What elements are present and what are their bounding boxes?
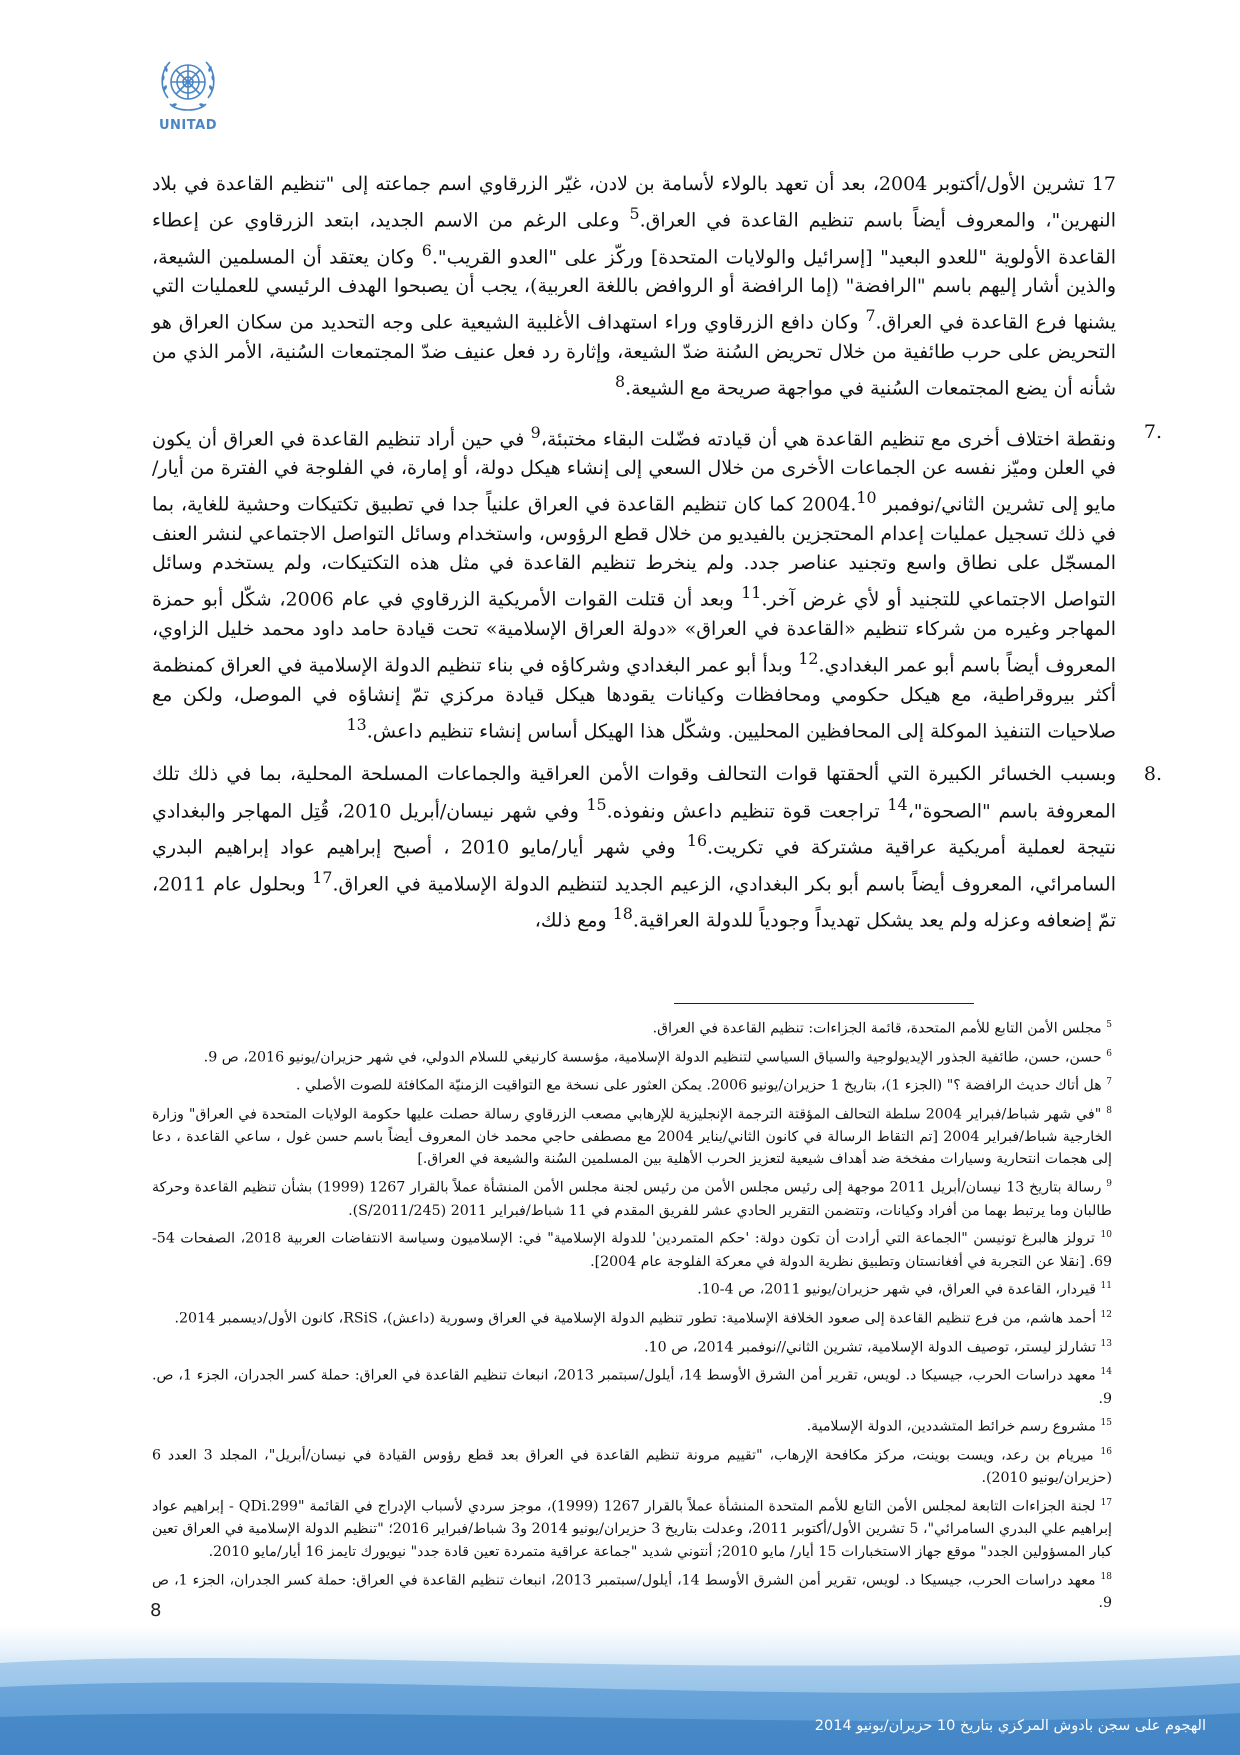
footnote [152,1224,1112,1273]
footnote-number: 10 [1100,1230,1112,1241]
footnote-ref[interactable]: 17 [312,867,333,887]
paragraph-6-continued [152,170,1116,404]
footnote-ref[interactable]: 13 [346,714,367,734]
footnote-text: مجلس الأمن التابع للأمم المتحدة، قائمة الجزاءات: تنظيم القاعدة في العراق. [652,1020,1102,1037]
footnotes [152,1014,1112,1617]
paragraph-7 [152,418,1162,747]
footnote-number: 17 [1100,1498,1113,1509]
body-text [152,170,1162,950]
page-number: 8 [150,1600,162,1621]
footnote [152,1275,1112,1301]
footnote [152,1043,1112,1069]
footnote-text: حسن، حسن، طائفية الجذور الإيديولوجية والسياق السياسي لتنظيم الدولة الإسلامية، مؤسسة كارنيغي للسلام الدولي، في شهر حزيران/يونيو 2016، ص 9. [203,1049,1102,1066]
footnote-number: 11 [1100,1281,1112,1292]
footnote-ref[interactable]: 8 [615,372,626,392]
text-run: تراجعت قوة تنظيم داعش ونفوذه. [606,799,888,822]
footnote-number: 7 [1106,1077,1112,1088]
footnote-text: معهد دراسات الحرب، جيسيكا د. لويس، تقرير أمن الشرق الأوسط 14، أيلول/سبتمبر 2013، انبعاث تنظيم القاعدة في العراق: حملة كسر الجدران، الجزء 1، ص. 9. [152,1368,1112,1407]
text-run: وفي شهر أيار/مايو 2010 ، أصبح إبراهيم عواد إبراهيم البدري السامرائي، المعروف أيضاً باسم أبو بكر البغدادي، الزعيم الجديد لتنظيم الدولة الإسلامية في العراق. [152,836,1116,895]
footnote-text: هل أتاك حديث الرافضة ؟" (الجزء 1)، بتاريخ 1 حزيران/يونيو 2006. يمكن العثور على نسخة مع التواقيت الزمنيّة المكافئة للصوت الأصلي . [295,1078,1102,1095]
footnote-number: 13 [1100,1338,1112,1349]
footnote-text: "في شهر شباط/فبراير 2004 سلطة التحالف المؤقتة الترجمة الإنجليزية للإرهابي مصعب الزرقاوي رسالة حصلت عليها حكومة الولايات المتحدة في العراق" وزارة الخارجية شباط/فبراير 2004 [تم التقاط الرسالة في كانون الثاني/يناير 2004 مع مصطفى حاجي محمد خان المعروف أيضاً باسم حسن غول ، ساعي القاعدة ، دعا إلى هجمات انتحارية وسيارات مفخخة ضد أهداف شيعية لتعزيز الحرب الأهلية بين المسلمين السُنة والشيعة في العراق.] [152,1106,1112,1168]
footer-wave-decoration [0,1625,1240,1755]
footnote-text: مشروع رسم خرائط المتشددين، الدولة الإسلامية. [806,1419,1097,1436]
footnote [152,1441,1112,1490]
footnote-ref[interactable]: 6 [421,240,432,260]
footnote-number: 6 [1106,1048,1112,1059]
footnote-ref[interactable]: 15 [586,794,607,814]
text-run: ومع ذلك، [534,909,613,932]
text-run: وبسبب الخسائر الكبيرة التي ألحقتها قوات التحالف وقوات الأمن العراقية والجماعات المسلحة المحلية، بما في ذلك تلك المعروفة باسم "الصحوة"، [152,763,1117,822]
text-run: وفي شهر نيسان/أبريل 2010، قُتِل المهاجر والبغدادي نتيجة لعملية أمريكية عراقية مشتركة في تكريت. [152,799,1117,859]
footnote [152,1173,1112,1222]
footnote-text: رسالة بتاريخ 13 نيسان/أبريل 2011 موجهة إلى رئيس مجلس الأمن من رئيس لجنة مجلس الأمن المنشأة عملاً بالقرار 1267 (1999) بشأن تنظيم القاعدة وحركة طالبان وما يرتبط بهما من أفراد وكيانات، وتتضمن التقرير الحادي عشر للفريق المقدم في 11 شباط/فبراير 2011 (S/2011/245). [152,1180,1112,1219]
text-run: كما كان تنظيم القاعدة في العراق علنياً جدا في تطبيق تكتيكات وحشية للغاية، بما في ذلك تسجيل عمليات إعدام المحتجزين بالفيديو من خلال قطع الرؤوس، واستخدام وسائل التواصل الاجتماعي لنشر العنف المسجّل على نطاق واسع وتجنيد عناصر جدد. ولم ينخرط تنظيم القاعدة في مثل هذه التكتيكات، ولم يستخدم وسائل التواصل الاجتماعي للتجنيد أو لأي غرض آخر. [152,493,1117,611]
footnote-number: 9 [1106,1179,1113,1190]
footnote-text: معهد دراسات الحرب، جيسيكا د. لويس، تقرير أمن الشرق الأوسط 14، أيلول/سبتمبر 2013، انبعاث تنظيم القاعدة في العراق: حملة كسر الجدران، الجزء 1، ص 9. [152,1572,1112,1611]
footnote-text: قيردار، القاعدة في العراق، في شهر حزيران/يونيو 2011، ص 4-10. [697,1282,1097,1299]
footnote-number: 16 [1100,1447,1112,1458]
text-run: وبدأ أبو عمر البغدادي وشركاؤه في بناء تنظيم الدولة الإسلامية في العراق كمنظمة أكثر بيروقراطية، مع هيكل حكومي ومحافظات وكيانات يقودها هيكل قيادة مركزي تمّ إنشاؤه في الموصل، ولكن مع صلاحيات التنفيذ الموكلة إلى المحافظين المحليين. وشكّل هذا الهيكل أساس إنشاء تنظيم داعش. [152,654,1116,743]
text-run: وعلى الرغم من الاسم الجديد، ابتعد الزرقاوي عن إعطاء القاعدة الأولوية "للعدو البعيد" [إسرائيل والولايات المتحدة] وركّز على "العدو القريب". [152,209,1116,269]
text-run: وكان يعتقد أن المسلمين الشيعة، والذين أشار إليهم باسم "الرافضة" (إما الرافضة أو الروافض باللغة العربية)، يجب أن يصبحوا الهدف الرئيسي للعمليات التي يشنها فرع القاعدة في العراق. [152,246,1117,334]
footnote-text: لجنة الجزاءات التابعة لمجلس الأمن التابع للأمم المتحدة المنشأة عملاً بالقرار 1267 (1999)، موجز سردي لأسباب الإدراج في القائمة "QDi.299 - إبراهيم عواد إبراهيم علي البدري السامرائي"، 5 تشرين الأول/أكتوبر 2011، وعدلت بتاريخ 3 حزيران/يونيو 2014 و3 شباط/فبراير 2016؛ "تنظيم الدولة الإسلامية في العراق تعين كبار المسؤولين الجدد" موقع جهاز الاستخبارات 15 أيار/ مايو 2010; أنتوني شديد "جماعة عراقية متمردة تعين قادة جدد" نيويورك تايمز 16 أيار/مايو 2010. [152,1498,1112,1560]
footnote [152,1071,1112,1097]
footnote-number: 15 [1100,1418,1112,1429]
unitad-logo [148,48,228,133]
footnote-ref[interactable]: 5 [629,204,640,224]
paragraph-number: .8 [1143,763,1162,786]
text-run: وبحلول عام 2011، تمّ إضعافه وعزله ولم يعد يشكل تهديداً وجودياً للدولة العراقية. [152,873,1116,932]
footnote-text: ترولز هالبرغ تونيسن "الجماعة التي أرادت أن تكون دولة: 'حكم المتمردين' للدولة الإسلامية" في: الإسلاميون وسياسة الانتفاضات العربية 2018، الصفحات 54-69. [نقلا عن التجربة في أفغانستان وتطبيق نظرية الدولة في معركة الفلوجة عام 2004]. [152,1231,1112,1270]
footnote-number: 8 [1106,1105,1112,1116]
footnote-ref[interactable]: 16 [686,831,708,851]
footnote-ref[interactable]: 9 [530,422,541,442]
paragraph-number: .7 [1143,420,1162,443]
footnote-ref[interactable]: 14 [887,794,908,814]
footnote [152,1566,1112,1615]
footnote-ref[interactable]: 7 [865,306,876,326]
footnote-number: 5 [1106,1020,1112,1030]
footnote [152,1492,1112,1563]
un-emblem-icon [152,48,224,120]
text-run: 17 تشرين الأول/أكتوبر 2004، بعد أن تعهد بالولاء لأسامة بن لادن، غيّر الزرقاوي اسم جماعته إلى "تنظيم القاعدة في بلاد النهرين"، والمعروف أيضاً باسم تنظيم القاعدة في العراق. [152,173,1116,232]
footnote [152,1100,1112,1171]
text-run: وكان دافع الزرقاوي وراء استهداف الأغلبية الشيعية على وجه التحديد من سكان العراق هو التحريض على حرب طائفية من خلال تحريض السُنة ضدّ الشيعة، وإثارة رد فعل عنيف ضدّ المجتمعات السُنية، الأمر الذي من شأنه أن يضع المجتمعات السُنية في مواجهة صريحة مع الشيعة. [152,311,1116,400]
footnote-text: تشارلز ليستر، توصيف الدولة الإسلامية، تشرين الثاني//نوفمبر 2014، ص 10. [644,1339,1097,1356]
footnote-number: 12 [1100,1310,1112,1321]
footnote [152,1304,1112,1330]
footer-title: الهجوم على سجن بادوش المركزي بتاريخ 10 حزيران/يونيو 2014 [814,1718,1206,1734]
footnote [152,1333,1112,1359]
text-run: وبعد أن قتلت القوات الأمريكية الزرقاوي في عام 2006، شكّل أبو حمزة المهاجر وغيره من شركاء تنظيم «القاعدة في العراق» «دولة العراق الإسلامية» تحت قيادة حامد داود محمد خليل الزاوي، المعروف أيضاً باسم أبو عمر البغدادي. [152,588,1116,677]
footnote-ref[interactable]: 18 [612,904,633,924]
text-run: في حين أراد تنظيم القاعدة في العراق أن يكون في العلن وميّز نفسه عن الجماعات الأخرى من خلال السعي إلى إنشاء هيكل دولة، أو إمارة، في الفلوجة في الفترة من أيار/مايو إلى تشرين الثاني/نوفمبر 2004. [152,428,1116,516]
footnote-ref[interactable]: 12 [798,649,819,669]
text-run: ونقطة اختلاف أخرى مع تنظيم القاعدة هي أن قيادته فضّلت البقاء مختبئة، [540,428,1116,451]
logo-text: UNITAD [159,118,217,133]
footnote-separator [674,1003,974,1004]
paragraph-8 [152,760,1162,935]
footnote [152,1361,1112,1410]
footnote-ref[interactable]: 11 [741,583,762,603]
footnote-ref[interactable]: 10 [856,488,877,508]
footnote [152,1412,1112,1438]
footnote-number: 14 [1100,1367,1112,1378]
footnote-text: ميريام بن رعد، ويست بوينت، مركز مكافحة الإرهاب، "تقييم مرونة تنظيم القاعدة في العراق بعد قطع رؤوس القيادة في نيسان/أبريل"، المجلد 3 العدد 6 (حزيران/يونيو 2010). [152,1447,1112,1487]
footnote-number: 18 [1100,1571,1112,1582]
footnote-text: أحمد هاشم، من فرع تنظيم القاعدة إلى صعود الخلافة الإسلامية: تطور تنظيم الدولة الإسلامية في العراق وسورية (داعش)، RSiS، كانون الأول/ديسمبر 2014. [174,1310,1097,1327]
footnote [152,1014,1112,1040]
